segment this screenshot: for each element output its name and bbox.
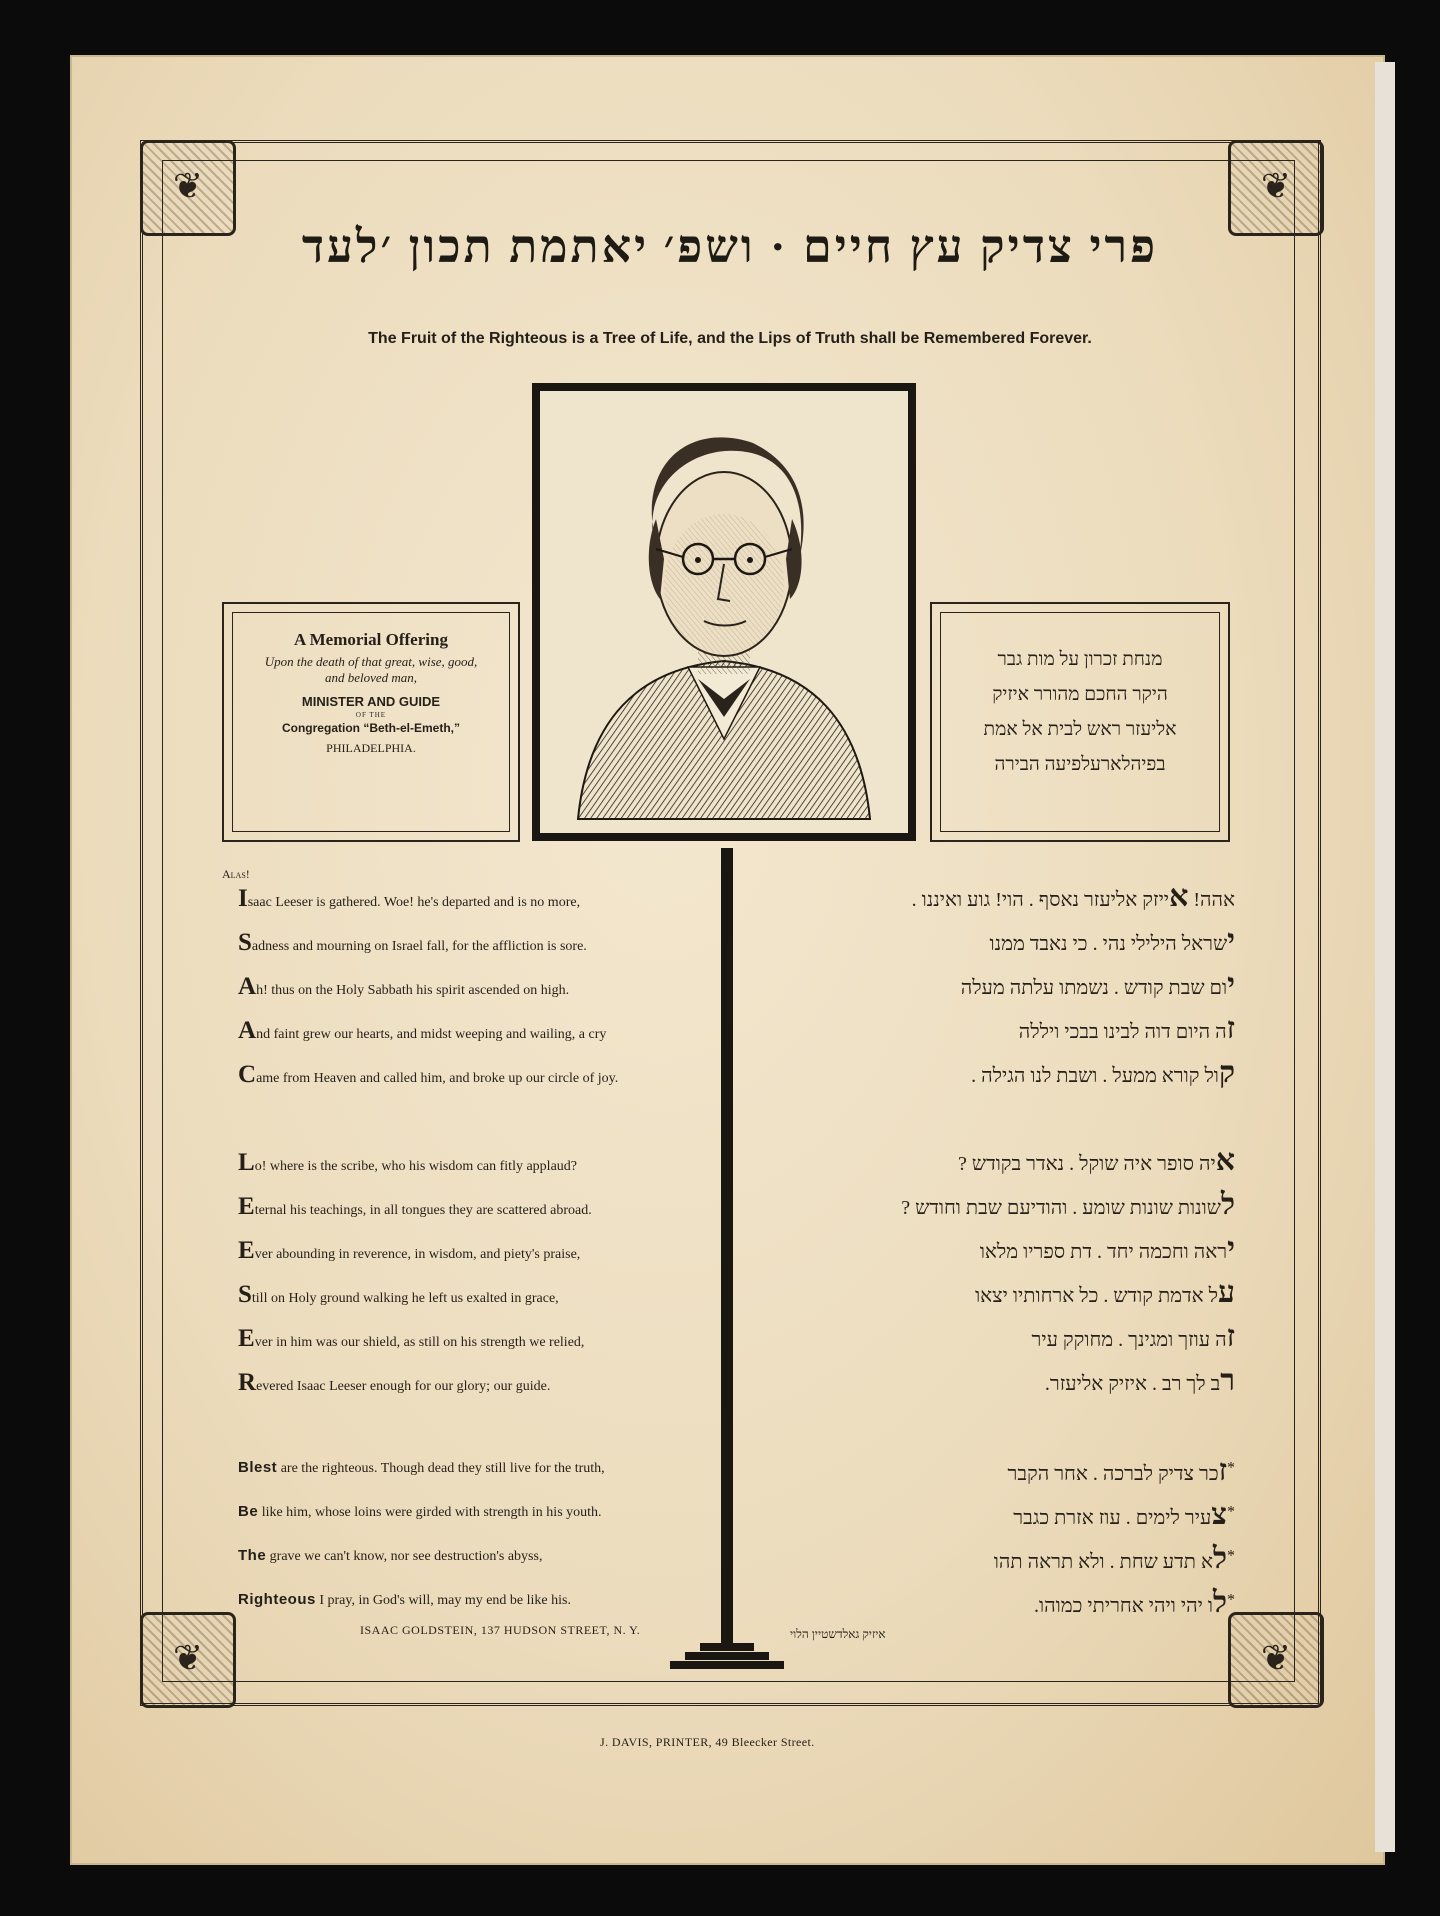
hebrew-poem-initial: ז [1226, 1012, 1235, 1045]
poem-initial: S [238, 929, 252, 956]
poem-text: grave we can't know, nor see destruction's abyss, [266, 1549, 543, 1564]
memorial-city: PHILADELPHIA. [326, 741, 416, 755]
hebrew-poem-initial: ל [1212, 1542, 1227, 1575]
hebrew-poem-text: כר צדיק לברכה . אחר הקבר [1007, 1463, 1219, 1485]
hebrew-poem-prefix: * [1227, 1547, 1235, 1565]
poem-initial: Be [238, 1503, 259, 1520]
hebrew-poem-line [765, 880, 1235, 914]
memorial-of-the: OF THE [355, 711, 387, 719]
corner-ornament-icon: ❦ [140, 1612, 236, 1708]
poem-line [238, 1017, 674, 1045]
hebrew-poem-line [765, 1454, 1235, 1488]
hebrew-poem-text: ול קורא ממעל . ושבת לנו הגילה . [971, 1065, 1219, 1087]
poem-text: adness and mourning on Israel fall, for the affliction is sore. [251, 939, 587, 954]
post-base-step [685, 1652, 769, 1660]
corner-ornament-icon: ❦ [1228, 140, 1324, 236]
corner-ornament-icon: ❦ [140, 140, 236, 236]
hebrew-poem-initial: ל [1220, 1188, 1235, 1221]
portrait-frame [532, 383, 916, 841]
hebrew-dedication-line: מנחת זכרון על מות גבר [997, 649, 1163, 670]
hebrew-poem-text: ה עוזך ומגינך . מחוקק עיר [1031, 1329, 1227, 1351]
poem-line [238, 1061, 674, 1089]
poem-text: o! where is the scribe, who his wisdom can fitly applaud? [254, 1159, 577, 1174]
poem-initial: The [238, 1547, 267, 1564]
divider-post [721, 848, 733, 1648]
poem-text: like him, whose loins were girded with strength in his youth. [258, 1505, 602, 1520]
memorial-description: Upon the death of that great, wise, good, and beloved man, [264, 654, 478, 685]
hebrew-poem-text: יה סופר איה שוקל . נאדר בקודש ? [958, 1153, 1216, 1175]
poem-line [238, 1237, 674, 1265]
hebrew-poem-text: ייזק אליעזר נאסף . הוי! גוע ואיננו . [911, 889, 1170, 911]
poem-line [238, 1547, 674, 1565]
memorial-title: A Memorial Offering [294, 630, 448, 649]
portrait-engraving [548, 399, 900, 825]
hebrew-poem-initial: ק [1218, 1056, 1235, 1089]
hebrew-poem-initial: א [1215, 1144, 1235, 1177]
hebrew-poem-line [765, 1586, 1235, 1620]
hebrew-poem-prefix: * [1227, 1503, 1235, 1521]
hebrew-title: פרי צדיק עץ חיים · ושפ׳ יאתמת תכון ׳לעד [301, 221, 1159, 272]
poem-text: evered Isaac Leeser enough for our glory; our guide. [256, 1379, 551, 1394]
poem-text: ame from Heaven and called him, and broke up our circle of joy. [256, 1071, 619, 1086]
poem-text: are the righteous. Though dead they still live for the truth, [277, 1461, 605, 1476]
hebrew-poem-initial: ז [1226, 1320, 1235, 1353]
poem-line [238, 1281, 674, 1309]
english-subtitle: The Fruit of the Righteous is a Tree of Life, and the Lips of Truth shall be Remembered Forever. [368, 330, 1092, 347]
poem-text: till on Holy ground walking he left us exalted in grace, [251, 1291, 559, 1306]
hebrew-poem-initial: י [1227, 924, 1235, 957]
hebrew-poem-line [765, 1012, 1235, 1046]
hebrew-poem-initial: ע [1218, 1276, 1235, 1309]
hebrew-poem-text: ו יהי ויהי אחריתי כמוהו. [1034, 1595, 1213, 1617]
hebrew-dedication-line: בפיהלארעלפיעה הבירה [994, 754, 1166, 775]
hebrew-poem-prefix: * [1227, 1459, 1235, 1477]
hebrew-poem-text: ה היום דוה לבינו בבכי ויללה [1018, 1021, 1227, 1043]
poem-initial: C [238, 1061, 257, 1088]
poem-line [238, 1503, 674, 1521]
post-base-step [700, 1643, 754, 1651]
printer-credit: J. DAVIS, PRINTER, 49 Bleecker Street. [600, 1735, 815, 1749]
hebrew-poem-line [765, 1144, 1235, 1178]
hebrew-poem-text: ב לך רב . איזיק אליעזר. [1044, 1373, 1221, 1395]
hebrew-poem-line [765, 1188, 1235, 1222]
corner-ornament-icon: ❦ [1228, 1612, 1324, 1708]
hebrew-poem-initial: ר [1220, 1364, 1235, 1397]
hebrew-poem-line [765, 1232, 1235, 1266]
hebrew-dedication-box [930, 602, 1230, 842]
hebrew-poem-initial: י [1227, 1232, 1235, 1265]
poem-initial: Righteous [238, 1591, 316, 1608]
poem-line [238, 973, 674, 1001]
hebrew-poem-initial: י [1227, 968, 1235, 1001]
poem-text: ternal his teachings, in all tongues they are scattered abroad. [254, 1203, 592, 1218]
poem-line [238, 1193, 674, 1221]
poem-line [238, 929, 674, 957]
sheet-edge [1375, 62, 1395, 1852]
memorial-offering-box [222, 602, 520, 842]
hebrew-dedication-line: אליעזר ראש לבית אל אמת [983, 719, 1177, 740]
memorial-congregation: Congregation “Beth-el-Emeth,” [281, 721, 460, 735]
hebrew-poem-text: שראל הילילי נהי . כי נאבד ממנו [989, 933, 1228, 955]
hebrew-poem-prefix: * [1227, 1591, 1235, 1609]
poem-initial: I [238, 885, 248, 912]
poem-line [238, 885, 674, 913]
poem-initial: A [238, 1017, 257, 1044]
hebrew-poem-line [765, 1276, 1235, 1310]
hebrew-poem-text: ראה וחכמה יחד . דת ספריו מלאו [979, 1241, 1228, 1263]
hebrew-poem-text: א תדע שחת . ולא תראה תהו [993, 1551, 1213, 1573]
poem-initial: Blest [238, 1459, 278, 1476]
hebrew-poem-text: ום שבת קודש . נשמתו עלתה מעלה [960, 977, 1228, 999]
hebrew-poem-line [765, 1498, 1235, 1532]
hebrew-poem-initial: ל [1212, 1586, 1227, 1619]
poem-text: ver in him was our shield, as still on his strength we relied, [254, 1335, 585, 1350]
poem-line [238, 1459, 674, 1477]
poem-line [238, 1325, 674, 1353]
poem-line [238, 1591, 674, 1609]
memorial-role: MINISTER AND GUIDE [301, 694, 441, 709]
hebrew-poem-initial: צ [1211, 1498, 1227, 1531]
hebrew-poem-initial: א [1169, 880, 1189, 913]
hebrew-poem-line [765, 1320, 1235, 1354]
poem-text: h! thus on the Holy Sabbath his spirit ascended on high. [256, 983, 570, 998]
alas-heading: Alas! [222, 867, 250, 881]
hebrew-poem-initial: ז [1218, 1454, 1227, 1487]
publisher-imprint: ISAAC GOLDSTEIN, 137 HUDSON STREET, N. Y. [360, 1623, 641, 1637]
hebrew-publisher-imprint: איזיק גאלדשטיין הלוי [790, 1627, 886, 1641]
hebrew-poem-line [765, 1056, 1235, 1090]
poem-initial: A [238, 973, 257, 1000]
post-base-step [670, 1661, 784, 1669]
poem-initial: R [238, 1369, 257, 1396]
hebrew-poem-line [765, 1364, 1235, 1398]
poem-text: I pray, in God's will, may my end be like his. [315, 1593, 571, 1608]
hebrew-poem-text: עיר לימים . עוז אזרת כגבר [1013, 1507, 1212, 1529]
poem-line [238, 1369, 674, 1397]
poem-line [238, 1149, 674, 1177]
poem-text: saac Leeser is gathered. Woe! he's departed and is no more, [247, 895, 581, 910]
hebrew-poem-prefix: אהה! [1188, 889, 1235, 911]
hebrew-poem-text: ל אדמת קודש . כל ארחותיו יצאו [975, 1285, 1219, 1307]
poem-initial: E [238, 1325, 255, 1352]
hebrew-poem-line [765, 924, 1235, 958]
poem-initial: L [238, 1149, 255, 1176]
poem-text: ver abounding in reverence, in wisdom, and piety's praise, [254, 1247, 581, 1262]
hebrew-poem-text: שונות שונות שומע . והודיעם שבת וחודש ? [901, 1197, 1221, 1219]
poem-initial: S [238, 1281, 252, 1308]
poem-initial: E [238, 1193, 255, 1220]
poem-initial: E [238, 1237, 255, 1264]
hebrew-poem-line [765, 968, 1235, 1002]
hebrew-poem-line [765, 1542, 1235, 1576]
poem-text: nd faint grew our hearts, and midst weeping and wailing, a cry [256, 1027, 607, 1042]
hebrew-dedication-line: היקר החכם מהורר איזיק [992, 684, 1168, 705]
